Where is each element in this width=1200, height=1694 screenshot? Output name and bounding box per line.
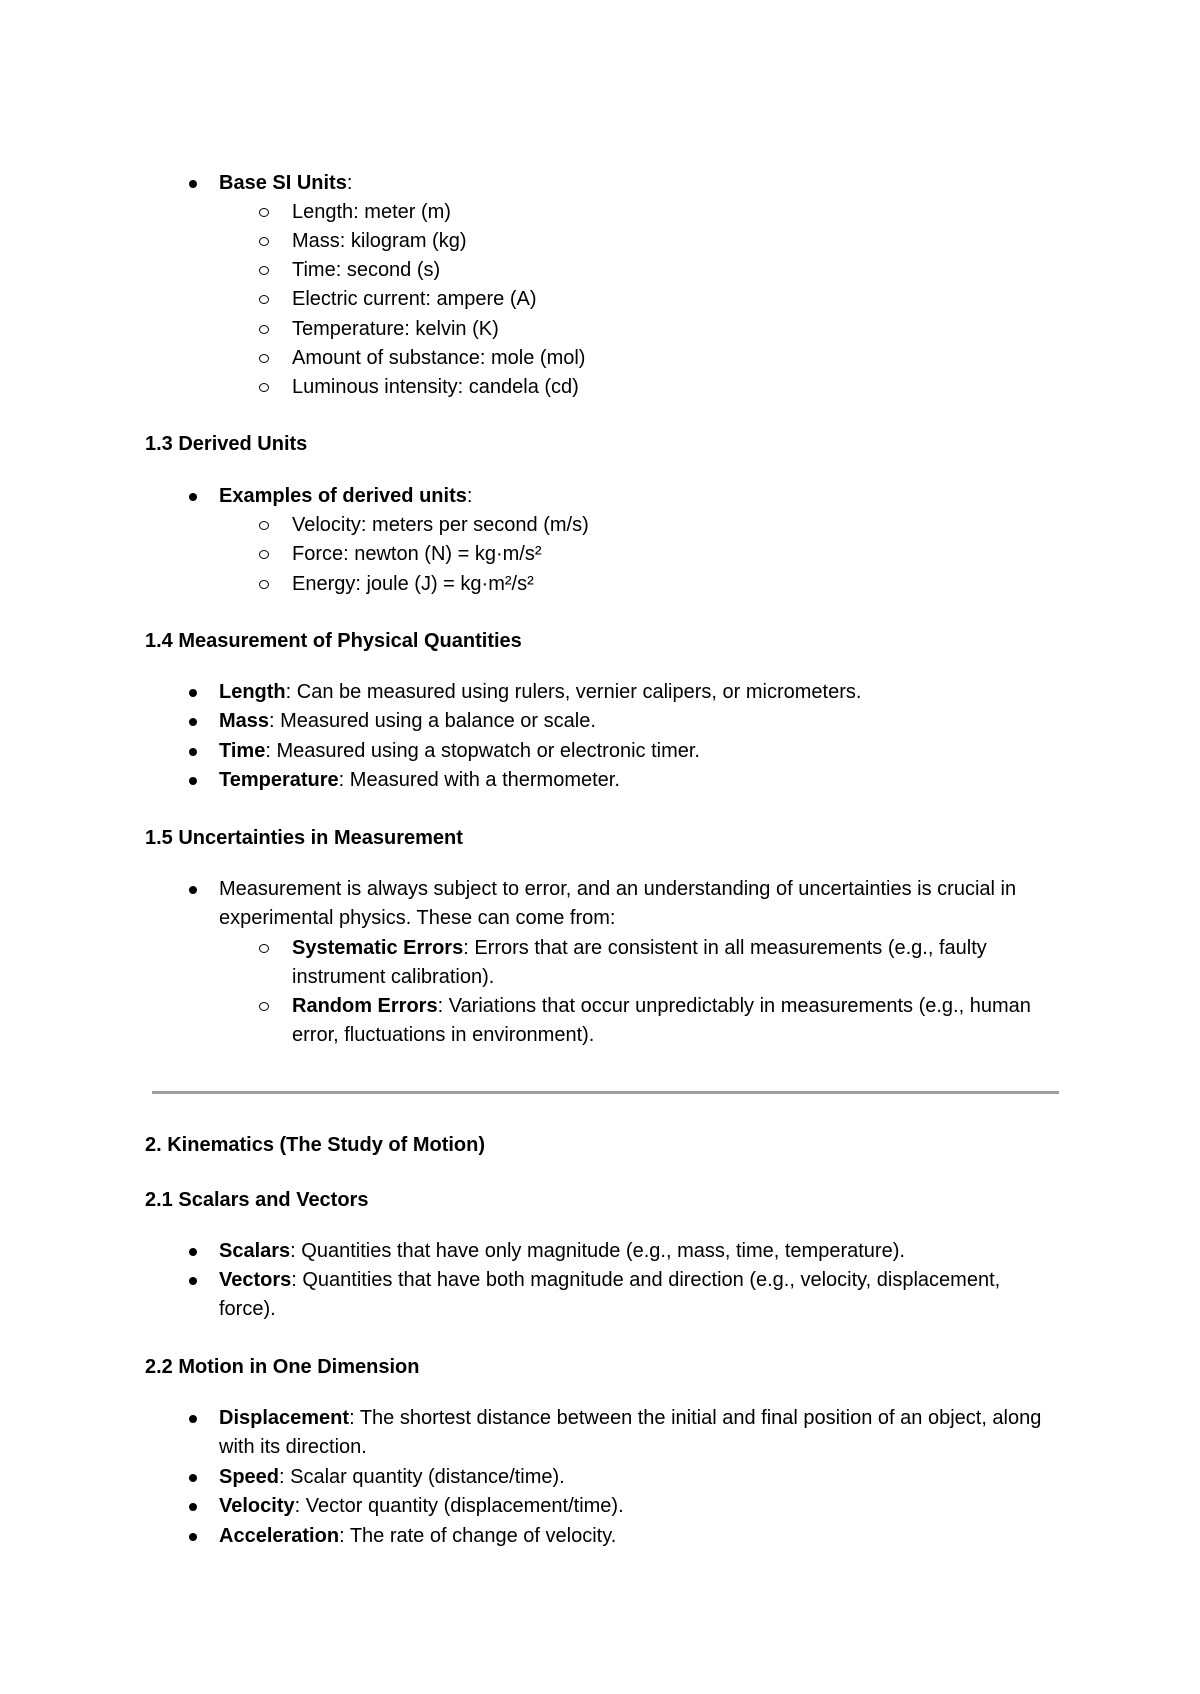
measurement-item — [219, 678, 861, 707]
measurement-text: : Can be measured using rulers, vernier calipers, or micrometers. — [285, 681, 862, 703]
measurement-item — [219, 766, 620, 795]
scalars-vectors-term: Vectors — [219, 1269, 292, 1291]
si-unit-text: Temperature: kelvin (K) — [292, 318, 499, 340]
bullet-ring-icon — [259, 944, 269, 953]
derived-unit-text: Velocity: meters per second (m/s) — [292, 514, 589, 536]
one-dimension-term: Speed — [219, 1466, 280, 1488]
chapter-heading-kinematics: 2. Kinematics (The Study of Motion) — [145, 1134, 486, 1156]
one-dimension-text: : The rate of change of velocity. — [339, 1525, 617, 1547]
bullet-dot-icon — [189, 1474, 197, 1482]
si-units-term: Base SI Units — [219, 172, 347, 194]
bullet-dot-icon — [189, 1415, 197, 1423]
section-heading-measurement: 1.4 Measurement of Physical Quantities — [145, 630, 522, 652]
derived-unit-text: Energy: joule (J) = kg·m²/s² — [292, 573, 534, 595]
one-dimension-item — [219, 1522, 616, 1551]
bullet-ring-icon — [259, 1002, 269, 1011]
section-heading-uncertainties: 1.5 Uncertainties in Measurement — [145, 827, 463, 849]
si-units-item — [219, 169, 352, 198]
si-unit-item — [292, 227, 466, 256]
measurement-term: Temperature — [219, 769, 339, 791]
bullet-ring-icon — [259, 521, 269, 530]
uncertainty-text: : Variations that occur unpredictably in measurements (e.g., human error, fluctuations in environment). — [292, 995, 1031, 1046]
horizontal-divider — [152, 1091, 1059, 1094]
section-heading-scalars-vectors: 2.1 Scalars and Vectors — [145, 1189, 369, 1211]
si-unit-item — [292, 256, 440, 285]
derived-unit-item — [292, 540, 542, 569]
bullet-ring-icon — [259, 550, 269, 559]
measurement-item — [219, 737, 700, 766]
uncertainties-intro-item — [219, 875, 1049, 933]
measurement-item — [219, 707, 596, 736]
bullet-ring-icon — [259, 383, 269, 392]
si-units-suffix: : — [346, 172, 353, 194]
si-unit-item — [292, 285, 537, 314]
bullet-ring-icon — [259, 237, 269, 246]
derived-examples-item — [219, 482, 472, 511]
bullet-dot-icon — [189, 689, 197, 697]
section-heading-derived: 1.3 Derived Units — [145, 433, 308, 455]
bullet-ring-icon — [259, 580, 269, 589]
one-dimension-term: Displacement — [219, 1407, 350, 1429]
uncertainty-item — [292, 934, 1052, 992]
si-unit-text: Electric current: ampere (A) — [292, 288, 537, 310]
si-unit-item — [292, 198, 451, 227]
si-unit-text: Amount of substance: mole (mol) — [292, 347, 586, 369]
si-unit-text: Length: meter (m) — [292, 201, 451, 223]
si-unit-text: Mass: kilogram (kg) — [292, 230, 467, 252]
bullet-dot-icon — [189, 493, 197, 501]
one-dimension-item — [219, 1463, 565, 1492]
derived-unit-item — [292, 570, 534, 599]
bullet-dot-icon — [189, 718, 197, 726]
measurement-term: Time — [219, 740, 266, 762]
bullet-ring-icon — [259, 354, 269, 363]
scalars-vectors-text: : Quantities that have only magnitude (e.g., mass, time, temperature). — [290, 1240, 905, 1262]
uncertainty-text: : Errors that are consistent in all measurements (e.g., faulty instrument calibration). — [292, 937, 987, 988]
bullet-dot-icon — [189, 748, 197, 756]
bullet-ring-icon — [259, 325, 269, 334]
one-dimension-item — [219, 1404, 1049, 1462]
scalars-vectors-term: Scalars — [219, 1240, 291, 1262]
uncertainty-term: Random Errors — [292, 995, 438, 1017]
one-dimension-text: : Scalar quantity (distance/time). — [279, 1466, 565, 1488]
bullet-dot-icon — [189, 886, 197, 894]
uncertainty-term: Systematic Errors — [292, 937, 464, 959]
measurement-text: : Measured with a thermometer. — [338, 769, 620, 791]
uncertainties-intro-text: Measurement is always subject to error, and an understanding of uncertainties is crucial in experimental physics. These can come from: — [219, 878, 1017, 929]
bullet-dot-icon — [189, 1503, 197, 1511]
measurement-text: : Measured using a stopwatch or electronic timer. — [265, 740, 700, 762]
derived-term: Examples of derived units — [219, 485, 467, 507]
si-unit-text: Time: second (s) — [292, 259, 441, 281]
one-dimension-item — [219, 1492, 624, 1521]
one-dimension-term: Velocity — [219, 1495, 295, 1517]
scalars-vectors-text: : Quantities that have both magnitude and direction (e.g., velocity, displacement, force). — [219, 1269, 1001, 1320]
bullet-dot-icon — [189, 777, 197, 785]
si-unit-text: Luminous intensity: candela (cd) — [292, 376, 579, 398]
bullet-dot-icon — [189, 1248, 197, 1256]
bullet-dot-icon — [189, 1533, 197, 1541]
derived-suffix: : — [466, 485, 473, 507]
si-unit-item — [292, 373, 579, 402]
scalars-vectors-item — [219, 1266, 1049, 1324]
bullet-ring-icon — [259, 295, 269, 304]
one-dimension-text: : Vector quantity (displacement/time). — [294, 1495, 624, 1517]
bullet-dot-icon — [189, 1277, 197, 1285]
bullet-dot-icon — [189, 180, 197, 188]
si-unit-item — [292, 344, 585, 373]
one-dimension-text: : The shortest distance between the initial and final position of an object, along with its direction. — [219, 1407, 1042, 1458]
derived-unit-text: Force: newton (N) = kg·m/s² — [292, 543, 542, 565]
si-unit-item — [292, 315, 499, 344]
measurement-text: : Measured using a balance or scale. — [269, 710, 596, 732]
uncertainty-item — [292, 992, 1052, 1050]
one-dimension-term: Acceleration — [219, 1525, 340, 1547]
bullet-ring-icon — [259, 208, 269, 217]
measurement-term: Length — [219, 681, 286, 703]
measurement-term: Mass — [219, 710, 270, 732]
bullet-ring-icon — [259, 266, 269, 275]
derived-unit-item — [292, 511, 589, 540]
scalars-vectors-item — [219, 1237, 905, 1266]
section-heading-one-dimension: 2.2 Motion in One Dimension — [145, 1356, 420, 1378]
